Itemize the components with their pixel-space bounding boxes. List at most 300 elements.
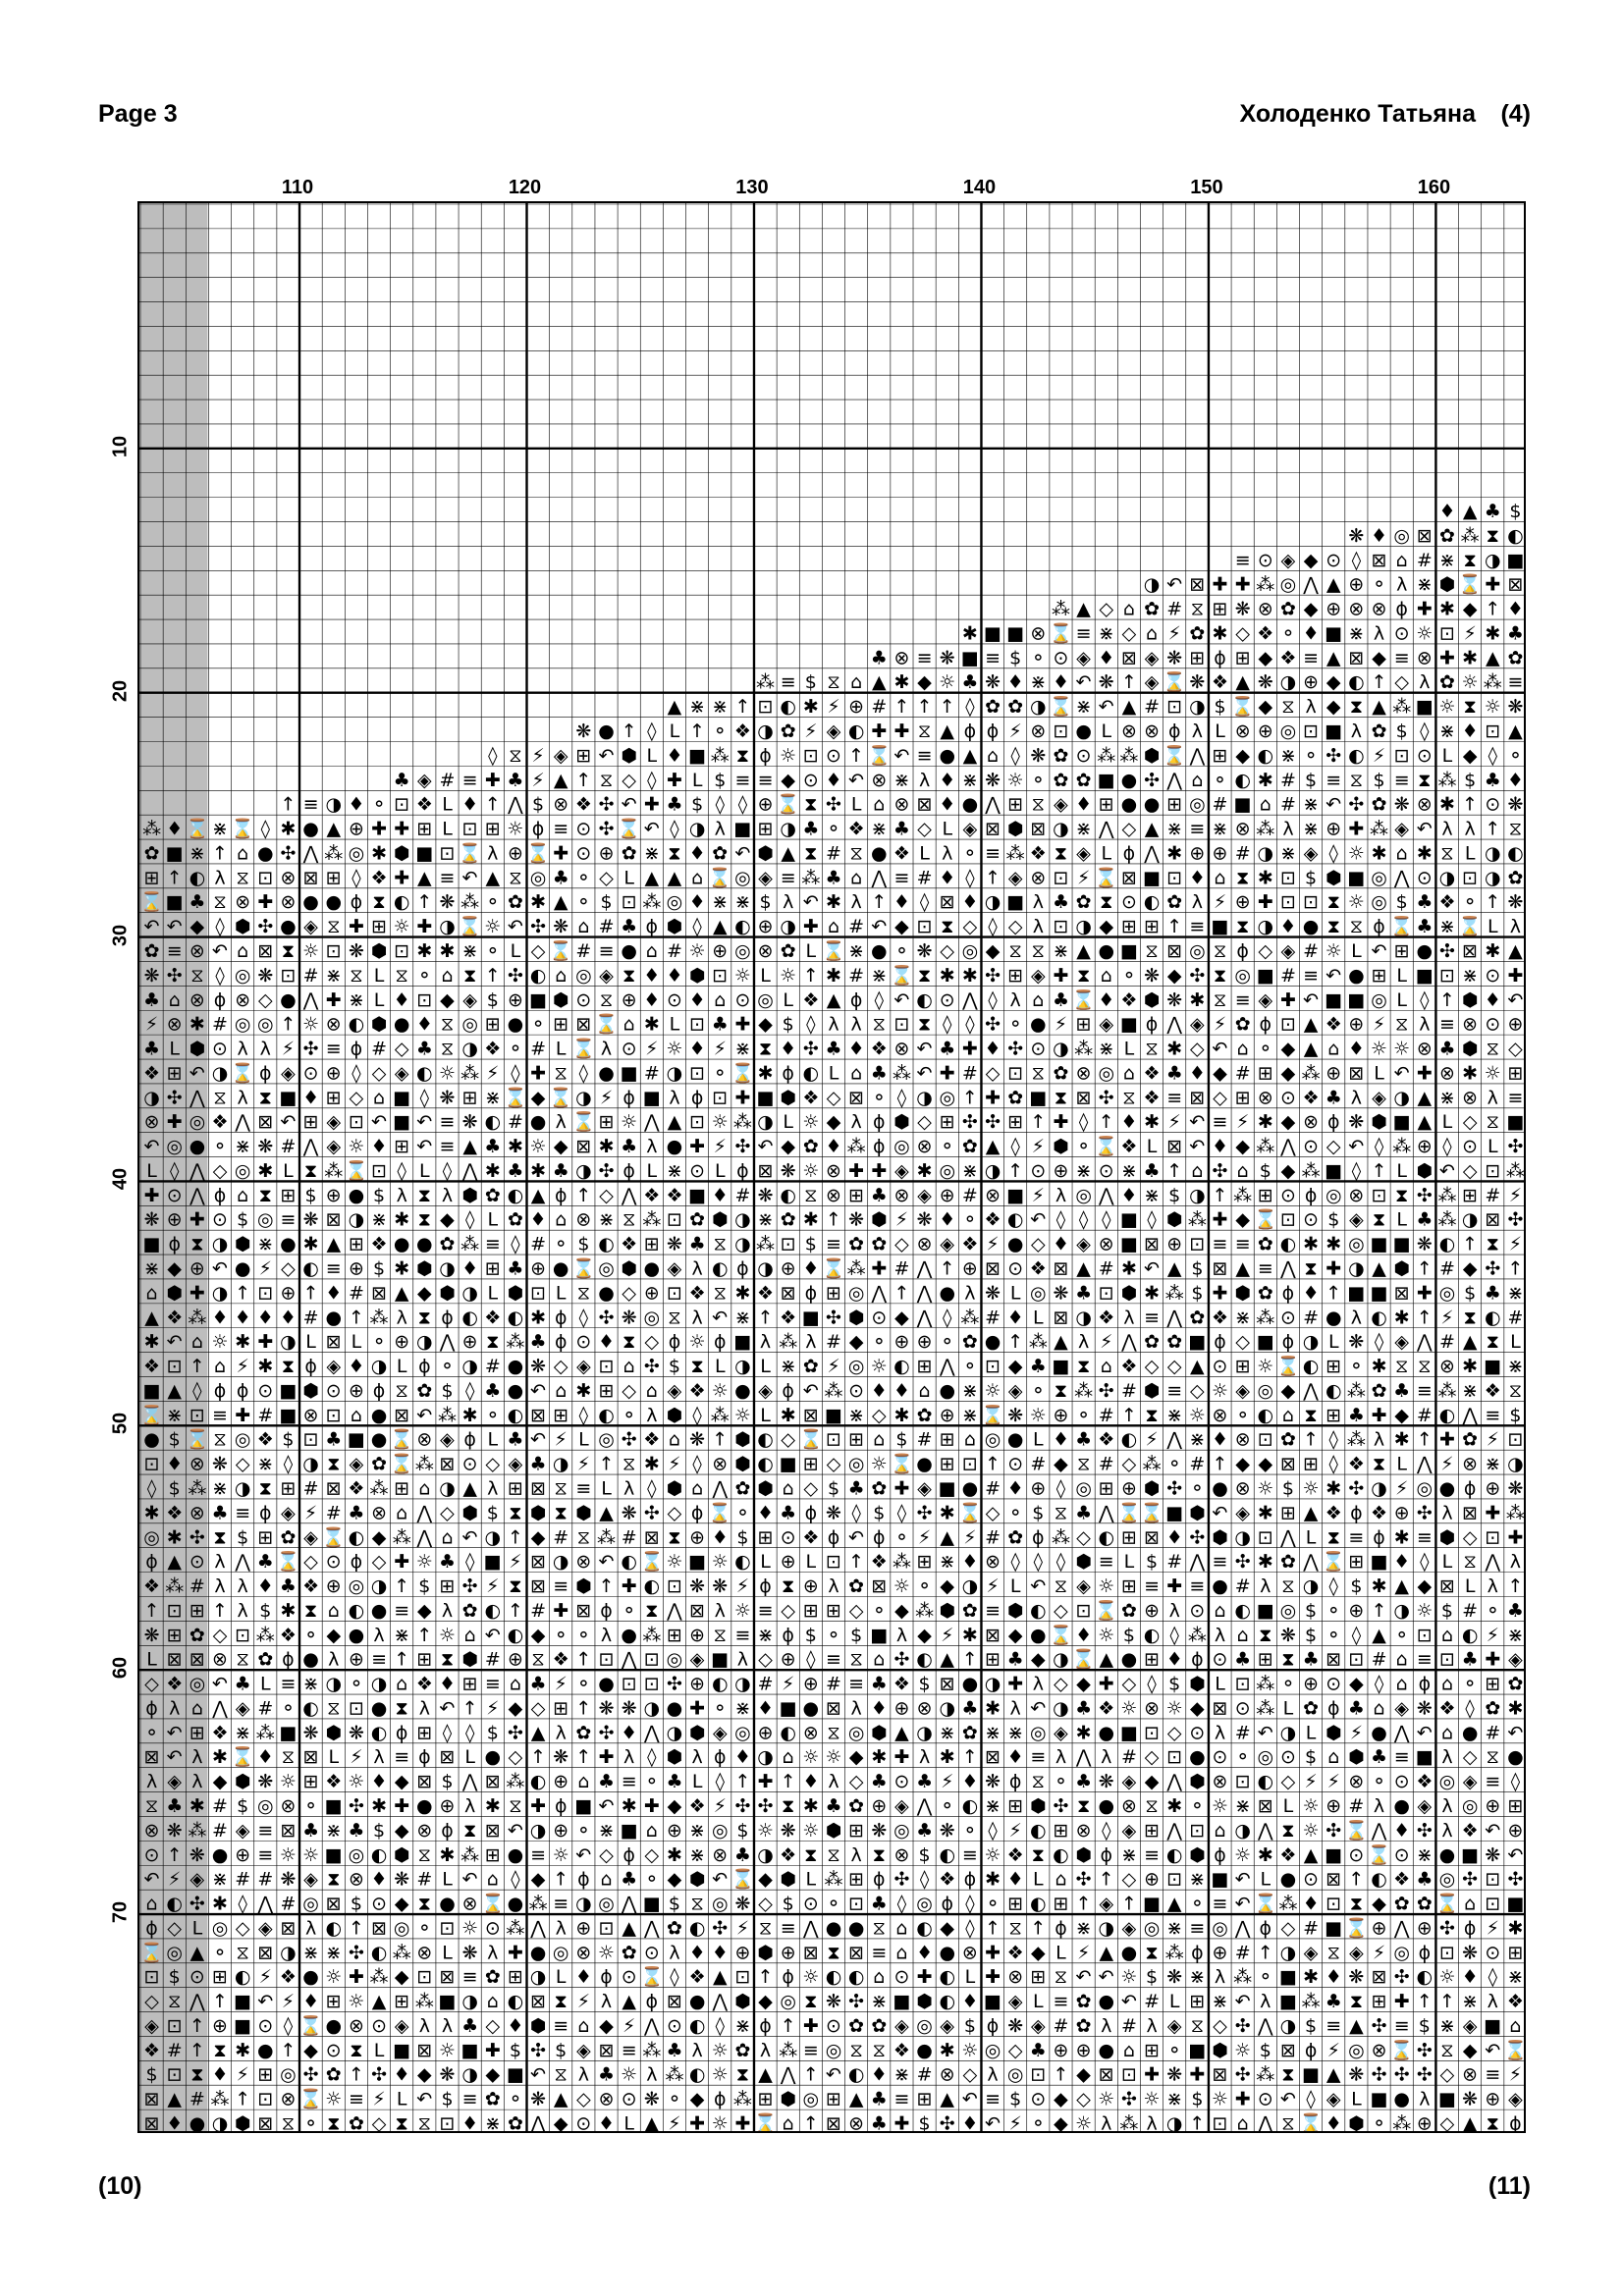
stitch-symbol: ❋ xyxy=(1393,793,1410,816)
stitch-symbol: ⊡ xyxy=(166,2063,183,2086)
stitch-symbol: ⊞ xyxy=(1098,1477,1114,1500)
stitch-symbol: ◑ xyxy=(1461,1208,1479,1231)
stitch-symbol: ϕ xyxy=(213,988,227,1011)
stitch-symbol: ✣ xyxy=(1507,1868,1524,1891)
stitch-symbol: ◇ xyxy=(1121,1868,1137,1891)
stitch-symbol: ◎ xyxy=(734,1722,751,1744)
stitch-symbol: ⊙ xyxy=(826,2014,841,2037)
stitch-symbol: ◇ xyxy=(644,1331,660,1354)
stitch-symbol: ⋇ xyxy=(189,842,205,865)
stitch-symbol: ⋇ xyxy=(939,1722,955,1744)
stitch-symbol: ≡ xyxy=(1030,1746,1047,1769)
stitch-symbol: ♣ xyxy=(598,2063,616,2086)
stitch-symbol: ⚬ xyxy=(530,1013,547,1036)
stitch-symbol: ↶ xyxy=(280,1111,297,1134)
stitch-symbol: ⋇ xyxy=(1507,1624,1524,1646)
stitch-symbol: ❖ xyxy=(1143,1062,1161,1085)
stitch-symbol: ☼ xyxy=(984,1379,1001,1402)
stitch-symbol: ⁂ xyxy=(1437,1184,1457,1206)
stitch-symbol: ◈ xyxy=(1462,2014,1478,2037)
stitch-symbol: ◊ xyxy=(647,1477,657,1500)
stitch-symbol: ⋀ xyxy=(189,1087,205,1109)
stitch-symbol: ◑ xyxy=(1030,696,1047,719)
stitch-symbol: ◈ xyxy=(1258,988,1273,1011)
stitch-symbol: ⚬ xyxy=(1507,744,1524,767)
stitch-symbol: ⬢ xyxy=(916,1991,933,2013)
stitch-symbol: ⧗ xyxy=(281,939,296,962)
stitch-symbol: ⊗ xyxy=(916,1136,933,1158)
stitch-symbol: λ xyxy=(1350,1307,1363,1329)
stitch-symbol: ⌛ xyxy=(1071,988,1096,1011)
stitch-symbol: ✚ xyxy=(257,891,274,914)
stitch-symbol: ⊗ xyxy=(143,1819,160,1842)
stitch-symbol: ⊕ xyxy=(1371,1917,1387,1940)
stitch-symbol: ■ xyxy=(506,2063,524,2086)
stitch-symbol: λ xyxy=(464,1795,476,1818)
stitch-symbol: ⚡ xyxy=(1304,1771,1318,1793)
stitch-symbol: ◈ xyxy=(1031,964,1046,987)
stitch-symbol: ⌛ xyxy=(890,964,914,987)
stitch-symbol: ⊞ xyxy=(1030,1966,1047,1989)
stitch-symbol: λ xyxy=(964,1282,976,1305)
stitch-symbol: ⋀ xyxy=(1075,1746,1092,1769)
stitch-symbol: ↑ xyxy=(734,1771,751,1793)
stitch-symbol: ↶ xyxy=(189,1062,205,1085)
stitch-symbol: ✣ xyxy=(1234,1551,1251,1574)
stitch-symbol: ● xyxy=(189,2112,206,2135)
stitch-symbol: ⊕ xyxy=(1030,1477,1047,1500)
stitch-symbol: # xyxy=(439,769,456,791)
stitch-symbol: ⋀ xyxy=(962,988,978,1011)
stitch-symbol: ◐ xyxy=(916,1648,933,1671)
stitch-symbol: ♣ xyxy=(507,1159,524,1182)
stitch-symbol: ✿ xyxy=(189,1624,205,1646)
stitch-symbol: ✣ xyxy=(1007,1038,1024,1060)
stitch-symbol: ⊠ xyxy=(325,1893,342,1915)
stitch-symbol: ⋇ xyxy=(1234,1795,1251,1818)
stitch-symbol: ♣ xyxy=(1075,1697,1093,1720)
stitch-symbol: ⚬ xyxy=(507,1038,523,1060)
stitch-symbol: ✱ xyxy=(484,1159,501,1182)
stitch-symbol: ⚬ xyxy=(621,1599,637,1622)
stitch-symbol: ⊙ xyxy=(893,1771,910,1793)
column-number: 130 xyxy=(735,177,769,198)
stitch-symbol: ❋ xyxy=(302,1722,319,1744)
stitch-symbol: ≡ xyxy=(302,793,319,816)
stitch-symbol: ⁂ xyxy=(460,1233,480,1255)
stitch-symbol: ♦ xyxy=(688,988,706,1011)
stitch-symbol: ⊗ xyxy=(212,1648,228,1671)
stitch-symbol: ⊞ xyxy=(484,1843,501,1866)
stitch-symbol: ⋀ xyxy=(1371,1819,1387,1842)
stitch-symbol: ⊞ xyxy=(757,2088,774,2110)
stitch-symbol: $ xyxy=(1168,1673,1181,1695)
stitch-symbol: ☼ xyxy=(733,1404,751,1426)
stitch-symbol: ϕ xyxy=(713,1331,727,1354)
stitch-symbol: L xyxy=(442,1942,453,1964)
stitch-symbol: ⊡ xyxy=(235,1624,251,1646)
stitch-symbol: # xyxy=(302,1477,319,1500)
stitch-symbol: ⊡ xyxy=(802,744,819,767)
stitch-symbol: ❋ xyxy=(621,1697,637,1720)
stitch-symbol: # xyxy=(1279,793,1296,816)
stitch-symbol: ♦ xyxy=(461,2112,479,2135)
stitch-symbol: ⊡ xyxy=(394,939,410,962)
stitch-symbol: ⚬ xyxy=(667,2088,682,2110)
stitch-symbol: ⌛ xyxy=(1344,1819,1369,1842)
stitch-symbol: ● xyxy=(507,1379,524,1402)
stitch-symbol: ↶ xyxy=(802,891,819,914)
stitch-symbol: ◎ xyxy=(984,2039,1001,2061)
stitch-symbol: ⊕ xyxy=(1075,2039,1092,2061)
stitch-symbol: ✿ xyxy=(1075,2014,1092,2037)
stitch-symbol: ⬢ xyxy=(461,1184,478,1206)
stitch-symbol: ⊡ xyxy=(1439,1942,1455,1964)
stitch-symbol: ≡ xyxy=(780,671,796,694)
stitch-symbol: ⋀ xyxy=(1189,1551,1206,1574)
stitch-symbol: ⊠ xyxy=(1166,939,1183,962)
stitch-symbol: ♦ xyxy=(166,1453,184,1475)
stitch-symbol: ⊡ xyxy=(689,1111,706,1134)
stitch-symbol: $ xyxy=(509,2039,521,2061)
stitch-symbol: L xyxy=(646,1159,658,1182)
stitch-symbol: ✿ xyxy=(1166,891,1183,914)
stitch-symbol: ⊠ xyxy=(530,1477,547,1500)
stitch-symbol: ϕ xyxy=(849,988,863,1011)
stitch-symbol: ◈ xyxy=(1190,1013,1205,1036)
stitch-symbol: ✚ xyxy=(1007,1673,1024,1695)
stitch-symbol: ⊕ xyxy=(212,2014,228,2037)
stitch-symbol: ◑ xyxy=(1075,1307,1092,1329)
stitch-symbol: ⧗ xyxy=(258,1477,272,1500)
stitch-symbol: ↑ xyxy=(1166,916,1183,938)
stitch-symbol: ✱ xyxy=(893,671,910,694)
stitch-symbol: ⚡ xyxy=(1008,1819,1022,1842)
stitch-symbol: ◆ xyxy=(1372,647,1386,669)
stitch-symbol: ⊡ xyxy=(1166,1746,1183,1769)
stitch-symbol: ≡ xyxy=(1189,916,1206,938)
stitch-symbol: ⚡ xyxy=(1167,622,1181,645)
stitch-symbol: ◐ xyxy=(1302,1356,1320,1378)
stitch-symbol: ↑ xyxy=(189,2039,205,2061)
stitch-symbol: L xyxy=(669,1013,680,1036)
stitch-symbol: ✚ xyxy=(484,769,501,791)
stitch-symbol: ⊞ xyxy=(916,1356,933,1378)
stitch-symbol: ⊙ xyxy=(1030,2088,1047,2110)
stitch-symbol: ✚ xyxy=(235,1404,251,1426)
stitch-symbol: ◐ xyxy=(1143,891,1161,914)
stitch-symbol: ⋇ xyxy=(598,1819,615,1842)
stitch-symbol: ♦ xyxy=(1098,988,1115,1011)
stitch-symbol: ◆ xyxy=(530,1087,546,1109)
stitch-symbol: ▲ xyxy=(1462,1331,1478,1354)
stitch-symbol: ⧗ xyxy=(554,1991,568,2013)
stitch-symbol: ⚬ xyxy=(1053,1771,1069,1793)
stitch-symbol: ↑ xyxy=(689,721,706,743)
stitch-symbol: ● xyxy=(939,1379,956,1402)
stitch-symbol: ⊗ xyxy=(575,1208,592,1231)
stitch-symbol: ≡ xyxy=(893,867,910,889)
stitch-symbol: ❋ xyxy=(939,1819,955,1842)
stitch-symbol: ⬢ xyxy=(780,2088,797,2110)
stitch-symbol: ❋ xyxy=(1485,1843,1501,1866)
stitch-symbol: ⬢ xyxy=(1212,1526,1228,1549)
stitch-symbol: ⊡ xyxy=(598,1356,615,1378)
stitch-symbol: λ xyxy=(1487,1087,1498,1109)
stitch-symbol: ⊞ xyxy=(916,2088,933,2110)
stitch-symbol: ϕ xyxy=(986,2014,1000,2037)
stitch-symbol: ϕ xyxy=(1032,1526,1045,1549)
stitch-symbol: ◈ xyxy=(1076,647,1091,669)
stitch-symbol: ⊠ xyxy=(371,1917,388,1940)
stitch-symbol: ↶ xyxy=(893,988,910,1011)
stitch-symbol: ⊡ xyxy=(1485,1868,1501,1891)
stitch-symbol: ⊡ xyxy=(1234,1673,1251,1695)
stitch-symbol: ≡ xyxy=(1166,1087,1183,1109)
stitch-symbol: ♦ xyxy=(621,1722,638,1744)
stitch-symbol: ◆ xyxy=(1462,598,1478,620)
stitch-symbol: ♦ xyxy=(802,1771,820,1793)
stitch-symbol: ☼ xyxy=(1371,1038,1388,1060)
stitch-symbol: ⬢ xyxy=(734,1428,751,1451)
stitch-symbol: ▲ xyxy=(1372,696,1386,719)
stitch-symbol: ⊞ xyxy=(1257,1184,1273,1206)
stitch-symbol: ❖ xyxy=(211,1722,229,1744)
stitch-symbol: ⌂ xyxy=(1214,1819,1226,1842)
row-number: 20 xyxy=(109,679,132,702)
stitch-symbol: ⊙ xyxy=(1120,891,1137,914)
stitch-symbol: ◐ xyxy=(757,1428,774,1451)
stitch-symbol: ■ xyxy=(1006,891,1025,914)
stitch-symbol: ⧖ xyxy=(1054,1502,1068,1524)
stitch-symbol: ⚡ xyxy=(350,1746,363,1769)
stitch-symbol: ✱ xyxy=(1485,622,1501,645)
stitch-symbol: ✱ xyxy=(985,1868,1001,1891)
stitch-symbol: L xyxy=(1123,1038,1135,1060)
stitch-symbol: ⌂ xyxy=(1032,988,1045,1011)
stitch-symbol: ❖ xyxy=(870,1038,888,1060)
stitch-symbol: ⊡ xyxy=(439,1917,456,1940)
stitch-symbol: ◊ xyxy=(578,1307,589,1329)
stitch-symbol: ⊠ xyxy=(325,1208,342,1231)
stitch-symbol: $ xyxy=(1168,1184,1181,1206)
stitch-symbol: ⊗ xyxy=(1030,867,1047,889)
stitch-symbol: ≡ xyxy=(1189,1917,1206,1940)
stitch-symbol: ◆ xyxy=(530,1624,546,1646)
stitch-symbol: ⧗ xyxy=(190,2063,204,2086)
stitch-symbol: ⚡ xyxy=(941,1771,954,1793)
stitch-symbol: ◑ xyxy=(211,1282,229,1305)
stitch-symbol: ⧗ xyxy=(1213,964,1227,987)
stitch-symbol: ↶ xyxy=(598,1795,615,1818)
stitch-symbol: ♦ xyxy=(348,793,365,816)
stitch-symbol: # xyxy=(530,1599,547,1622)
stitch-symbol: ◎ xyxy=(961,939,979,962)
stitch-symbol: ◈ xyxy=(257,1917,273,1940)
stitch-symbol: ⊡ xyxy=(667,1208,682,1231)
stitch-symbol: ♦ xyxy=(348,1356,365,1378)
stitch-symbol: ⊙ xyxy=(1485,1013,1501,1036)
stitch-symbol: ↑ xyxy=(1030,1917,1047,1940)
stitch-symbol: ϕ xyxy=(1191,1942,1204,1964)
stitch-symbol: # xyxy=(985,1477,1001,1500)
stitch-symbol: ⊙ xyxy=(1416,744,1433,767)
stitch-symbol: $ xyxy=(850,1624,863,1646)
stitch-symbol: ⬢ xyxy=(529,1502,547,1524)
stitch-symbol: ● xyxy=(1461,1722,1479,1744)
stitch-symbol: ● xyxy=(348,1624,365,1646)
stitch-symbol: ⊠ xyxy=(484,1771,501,1793)
stitch-symbol: ◇ xyxy=(781,1428,796,1451)
stitch-symbol: ◆ xyxy=(417,2063,432,2086)
stitch-symbol: $ xyxy=(441,1379,454,1402)
stitch-symbol: λ xyxy=(1305,696,1317,719)
stitch-symbol: $ xyxy=(1305,2014,1318,2037)
stitch-symbol: ⊡ xyxy=(1212,2112,1228,2135)
stitch-symbol: ↶ xyxy=(461,867,478,889)
stitch-symbol: ⌂ xyxy=(168,988,181,1011)
stitch-symbol: ≡ xyxy=(1144,1843,1161,1866)
stitch-symbol: λ xyxy=(441,2014,454,2037)
stitch-symbol: ✿ xyxy=(257,1648,274,1671)
stitch-symbol: ♦ xyxy=(1120,1111,1138,1134)
stitch-symbol: ⁂ xyxy=(1074,1379,1094,1402)
stitch-symbol: ⧗ xyxy=(1349,696,1364,719)
stitch-symbol: ⊡ xyxy=(1189,1819,1206,1842)
stitch-symbol: ◎ xyxy=(734,867,751,889)
stitch-symbol: L xyxy=(1009,1282,1021,1305)
stitch-symbol: ⊠ xyxy=(189,1648,205,1671)
stitch-symbol: ◑ xyxy=(1279,1942,1297,1964)
stitch-symbol: ◊ xyxy=(464,1722,475,1744)
stitch-symbol: ⧗ xyxy=(827,1942,840,1964)
stitch-symbol: ✣ xyxy=(826,793,841,816)
stitch-symbol: ☼ xyxy=(621,1111,638,1134)
stitch-symbol: ◑ xyxy=(552,1551,569,1574)
stitch-symbol: ♣ xyxy=(1461,1648,1479,1671)
stitch-symbol: ♦ xyxy=(1006,671,1024,694)
stitch-symbol: ◑ xyxy=(780,916,797,938)
stitch-symbol: ◑ xyxy=(325,1673,343,1695)
stitch-symbol: ⊠ xyxy=(802,1942,819,1964)
stitch-symbol: ⊗ xyxy=(348,1868,364,1891)
stitch-symbol: ☼ xyxy=(1211,2088,1229,2110)
stitch-symbol: ◇ xyxy=(667,1502,682,1524)
stitch-symbol: λ xyxy=(1009,1697,1021,1720)
stitch-symbol: ⌛ xyxy=(298,2014,323,2037)
stitch-symbol: λ xyxy=(1146,2112,1158,2135)
stitch-symbol: ▲ xyxy=(848,2088,864,2110)
stitch-symbol: L xyxy=(805,1551,817,1574)
stitch-symbol: ▲ xyxy=(189,1942,205,1964)
stitch-symbol: ⊠ xyxy=(1144,1233,1161,1255)
stitch-symbol: ≡ xyxy=(439,867,456,889)
stitch-symbol: ✱ xyxy=(757,1062,774,1085)
stitch-symbol: ◎ xyxy=(166,1942,184,1964)
stitch-symbol: ■ xyxy=(1370,1282,1388,1305)
stitch-symbol: ⬢ xyxy=(302,1379,319,1402)
stitch-symbol: $ xyxy=(1281,1477,1294,1500)
stitch-symbol: ♣ xyxy=(143,988,161,1011)
stitch-symbol: ⊡ xyxy=(371,1159,388,1182)
stitch-symbol: ⬢ xyxy=(666,1477,683,1500)
stitch-symbol: ❖ xyxy=(1029,1257,1047,1280)
stitch-symbol: ⬢ xyxy=(1143,1477,1161,1500)
stitch-symbol: ⋇ xyxy=(871,964,888,987)
stitch-symbol: ♦ xyxy=(757,1697,775,1720)
stitch-symbol: ⊠ xyxy=(302,1746,319,1769)
stitch-symbol: ♦ xyxy=(279,1307,297,1329)
stitch-symbol: ● xyxy=(1325,1307,1342,1329)
stitch-symbol: ◐ xyxy=(939,1843,956,1866)
stitch-symbol: λ xyxy=(169,1697,181,1720)
stitch-symbol: λ xyxy=(214,867,226,889)
stitch-symbol: ⚬ xyxy=(1393,1624,1410,1646)
stitch-symbol: ✱ xyxy=(257,1356,274,1378)
stitch-symbol: λ xyxy=(828,1013,839,1036)
stitch-symbol: ● xyxy=(643,1257,661,1280)
stitch-symbol: ⊞ xyxy=(507,1477,523,1500)
stitch-symbol: ⚡ xyxy=(713,1795,727,1818)
stitch-symbol: ⊗ xyxy=(280,891,297,914)
stitch-symbol: ◑ xyxy=(1257,842,1274,865)
stitch-symbol: ◊ xyxy=(1374,1136,1384,1158)
stitch-symbol: ⧗ xyxy=(1076,1795,1091,1818)
stitch-symbol: ♦ xyxy=(1006,1868,1024,1891)
stitch-symbol: ⊞ xyxy=(189,1722,205,1744)
stitch-symbol: ✣ xyxy=(893,1868,910,1891)
stitch-symbol: ♣ xyxy=(1075,1771,1093,1793)
stitch-symbol: ↑ xyxy=(1462,793,1479,816)
stitch-symbol: ✱ xyxy=(780,1404,796,1426)
stitch-symbol: ⁂ xyxy=(824,1379,843,1402)
stitch-symbol: ◎ xyxy=(1438,1771,1456,1793)
stitch-symbol: ◑ xyxy=(348,1208,365,1231)
stitch-symbol: ⧖ xyxy=(804,1184,818,1206)
stitch-symbol: ↶ xyxy=(416,1136,433,1158)
stitch-symbol: ❋ xyxy=(1007,2014,1024,2037)
stitch-symbol: ⌛ xyxy=(1049,1624,1073,1646)
stitch-symbol: ◇ xyxy=(1325,1136,1341,1158)
stitch-symbol: ● xyxy=(211,1843,229,1866)
stitch-symbol: ◎ xyxy=(1098,1062,1115,1085)
stitch-symbol: ♣ xyxy=(1393,1379,1411,1402)
stitch-symbol: ⊙ xyxy=(1325,549,1342,571)
stitch-symbol: $ xyxy=(486,988,499,1011)
stitch-symbol: ⊞ xyxy=(325,1991,342,2013)
stitch-symbol: ♣ xyxy=(211,1502,229,1524)
stitch-symbol: ⚬ xyxy=(1007,1502,1024,1524)
stitch-symbol: ◎ xyxy=(1348,2039,1365,2061)
stitch-symbol: ◎ xyxy=(734,939,751,962)
stitch-symbol: ❖ xyxy=(802,988,820,1011)
stitch-symbol: ⌂ xyxy=(1191,1159,1204,1182)
stitch-symbol: ⊗ xyxy=(985,1184,1001,1206)
stitch-symbol: ♣ xyxy=(1506,622,1524,645)
stitch-symbol: ♣ xyxy=(1143,1159,1161,1182)
stitch-symbol: ❖ xyxy=(166,1502,184,1524)
stitch-symbol: ♦ xyxy=(393,2063,410,2086)
stitch-symbol: ⊙ xyxy=(667,988,682,1011)
stitch-symbol: # xyxy=(1462,1599,1479,1622)
stitch-symbol: # xyxy=(302,964,319,987)
stitch-symbol: ◈ xyxy=(1235,1502,1250,1524)
stitch-symbol: ◇ xyxy=(1280,1917,1296,1940)
stitch-symbol: ⁂ xyxy=(1256,1697,1275,1720)
stitch-symbol: ↑ xyxy=(530,1746,547,1769)
stitch-symbol: ⋇ xyxy=(257,1233,274,1255)
stitch-symbol: ⊗ xyxy=(280,2088,297,2110)
